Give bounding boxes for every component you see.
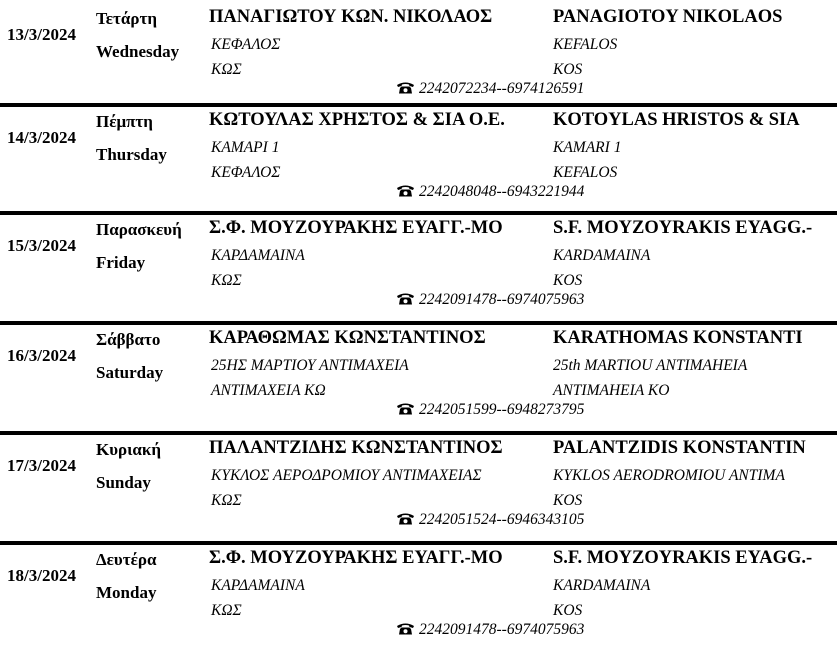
pharmacy-name-greek: Σ.Φ. ΜΟΥΖΟΥΡΑΚΗΣ ΕΥΑΓΓ.-ΜΟ	[209, 548, 503, 568]
address-english-line2: KEFALOS	[553, 164, 618, 181]
address-english-line2: KOS	[553, 492, 583, 509]
entry-separator	[0, 321, 837, 325]
entry-separator	[0, 103, 837, 107]
address-english-line1: KEFALOS	[553, 36, 618, 53]
phone-line	[396, 511, 584, 529]
pharmacy-name-english: PANAGIOTOY NIKOLAOS	[553, 7, 783, 27]
phone-numbers: 2242048048--6943221944	[419, 183, 585, 200]
day-name-english: Thursday	[96, 145, 167, 164]
address-greek-line2: ΚΩΣ	[211, 272, 242, 289]
pharmacy-name-english: PALANTZIDIS KONSTANTIN	[553, 438, 806, 458]
address-greek-line1: ΚΑΜΑΡΙ 1	[211, 139, 280, 156]
address-greek-line2: ΚΩΣ	[211, 61, 242, 78]
schedule-entry	[0, 321, 837, 425]
telephone-icon	[396, 81, 415, 94]
day-name-english: Friday	[96, 253, 146, 272]
entry-date: 14/3/2024	[7, 128, 76, 147]
phone-numbers: 2242072234--6974126591	[419, 80, 585, 97]
address-greek-line2: ΑΝΤΙΜΑΧΕΙΑ ΚΩ	[211, 382, 326, 399]
pharmacy-name-english: KARATHOMAS KONSTANTI	[553, 328, 803, 348]
phone-numbers: 2242051599--6948273795	[419, 401, 585, 418]
phone-line	[396, 183, 584, 201]
schedule-entry	[0, 0, 837, 104]
phone-line	[396, 80, 584, 98]
day-name-english: Monday	[96, 583, 157, 602]
telephone-icon	[396, 622, 415, 635]
schedule-entry	[0, 211, 837, 315]
day-name-english: Wednesday	[96, 42, 180, 61]
phone-numbers: 2242091478--6974075963	[419, 621, 585, 638]
pharmacy-name-greek: Σ.Φ. ΜΟΥΖΟΥΡΑΚΗΣ ΕΥΑΓΓ.-ΜΟ	[209, 218, 503, 238]
schedule-entry	[0, 431, 837, 535]
address-greek-line1: ΚΑΡΔΑΜΑΙΝΑ	[211, 247, 305, 264]
entry-date: 18/3/2024	[7, 566, 76, 585]
day-name-greek: Τετάρτη	[96, 9, 157, 28]
pharmacy-name-greek: ΚΑΡΑΘΩΜΑΣ ΚΩΝΣΤΑΝΤΙΝΟΣ	[209, 328, 486, 348]
entry-date: 15/3/2024	[7, 236, 76, 255]
telephone-icon	[396, 184, 415, 197]
day-name-greek: Κυριακή	[96, 440, 161, 459]
schedule-entry	[0, 541, 837, 645]
pharmacy-name-greek: ΠΑΛΑΝΤΖΙΔΗΣ ΚΩΝΣΤΑΝΤΙΝΟΣ	[209, 438, 503, 458]
address-english-line1: KYKLOS AERODROMIOU ANTIMA	[553, 467, 785, 484]
pharmacy-name-english: S.F. MOYZOYRAKIS EYAGG.-	[553, 218, 813, 238]
day-name-greek: Παρασκευή	[96, 220, 182, 239]
phone-line	[396, 621, 584, 639]
day-name-greek: Δευτέρα	[96, 550, 157, 569]
address-greek-line1: ΚΥΚΛΟΣ ΑΕΡΟΔΡΟΜΙΟΥ ΑΝΤΙΜΑΧΕΙΑΣ	[211, 467, 482, 484]
entry-separator	[0, 431, 837, 435]
address-greek-line2: ΚΩΣ	[211, 492, 242, 509]
day-name-greek: Πέμπτη	[96, 112, 153, 131]
telephone-icon	[396, 512, 415, 525]
address-greek-line1: ΚΑΡΔΑΜΑΙΝΑ	[211, 577, 305, 594]
entry-separator	[0, 541, 837, 545]
entry-separator	[0, 211, 837, 215]
address-greek-line1: 25ΗΣ ΜΑΡΤΙΟΥ ΑΝΤΙΜΑΧΕΙΑ	[211, 357, 409, 374]
day-name-english: Saturday	[96, 363, 164, 382]
pharmacy-name-greek: ΠΑΝΑΓΙΩΤΟΥ ΚΩΝ. ΝΙΚΟΛΑΟΣ	[209, 7, 493, 27]
day-name-greek: Σάββατο	[96, 330, 161, 349]
address-english-line2: KOS	[553, 61, 583, 78]
pharmacy-name-english: S.F. MOYZOYRAKIS EYAGG.-	[553, 548, 813, 568]
telephone-icon	[396, 402, 415, 415]
address-greek-line2: ΚΩΣ	[211, 602, 242, 619]
entry-date: 16/3/2024	[7, 346, 76, 365]
entry-date: 17/3/2024	[7, 456, 76, 475]
phone-line	[396, 401, 584, 419]
phone-line	[396, 291, 584, 309]
entry-date: 13/3/2024	[7, 25, 76, 44]
pharmacy-name-greek: ΚΩΤΟΥΛΑΣ ΧΡΗΣΤΟΣ & ΣΙΑ Ο.Ε.	[209, 110, 505, 130]
address-english-line1: 25th MARTIOU ANTIMAHEIA	[553, 357, 748, 374]
address-english-line1: KARDAMAINA	[553, 577, 651, 594]
schedule-entry	[0, 103, 837, 207]
phone-numbers: 2242091478--6974075963	[419, 291, 585, 308]
day-name-english: Sunday	[96, 473, 151, 492]
phone-numbers: 2242051524--6946343105	[419, 511, 585, 528]
pharmacy-name-english: KOTOYLAS HRISTOS & SIA	[553, 110, 800, 130]
address-greek-line1: ΚΕΦΑΛΟΣ	[211, 36, 281, 53]
address-english-line1: KAMARI 1	[553, 139, 622, 156]
address-english-line2: KOS	[553, 272, 583, 289]
address-greek-line2: ΚΕΦΑΛΟΣ	[211, 164, 281, 181]
telephone-icon	[396, 292, 415, 305]
address-english-line2: ANTIMAHEIA KO	[553, 382, 670, 399]
address-english-line1: KARDAMAINA	[553, 247, 651, 264]
address-english-line2: KOS	[553, 602, 583, 619]
